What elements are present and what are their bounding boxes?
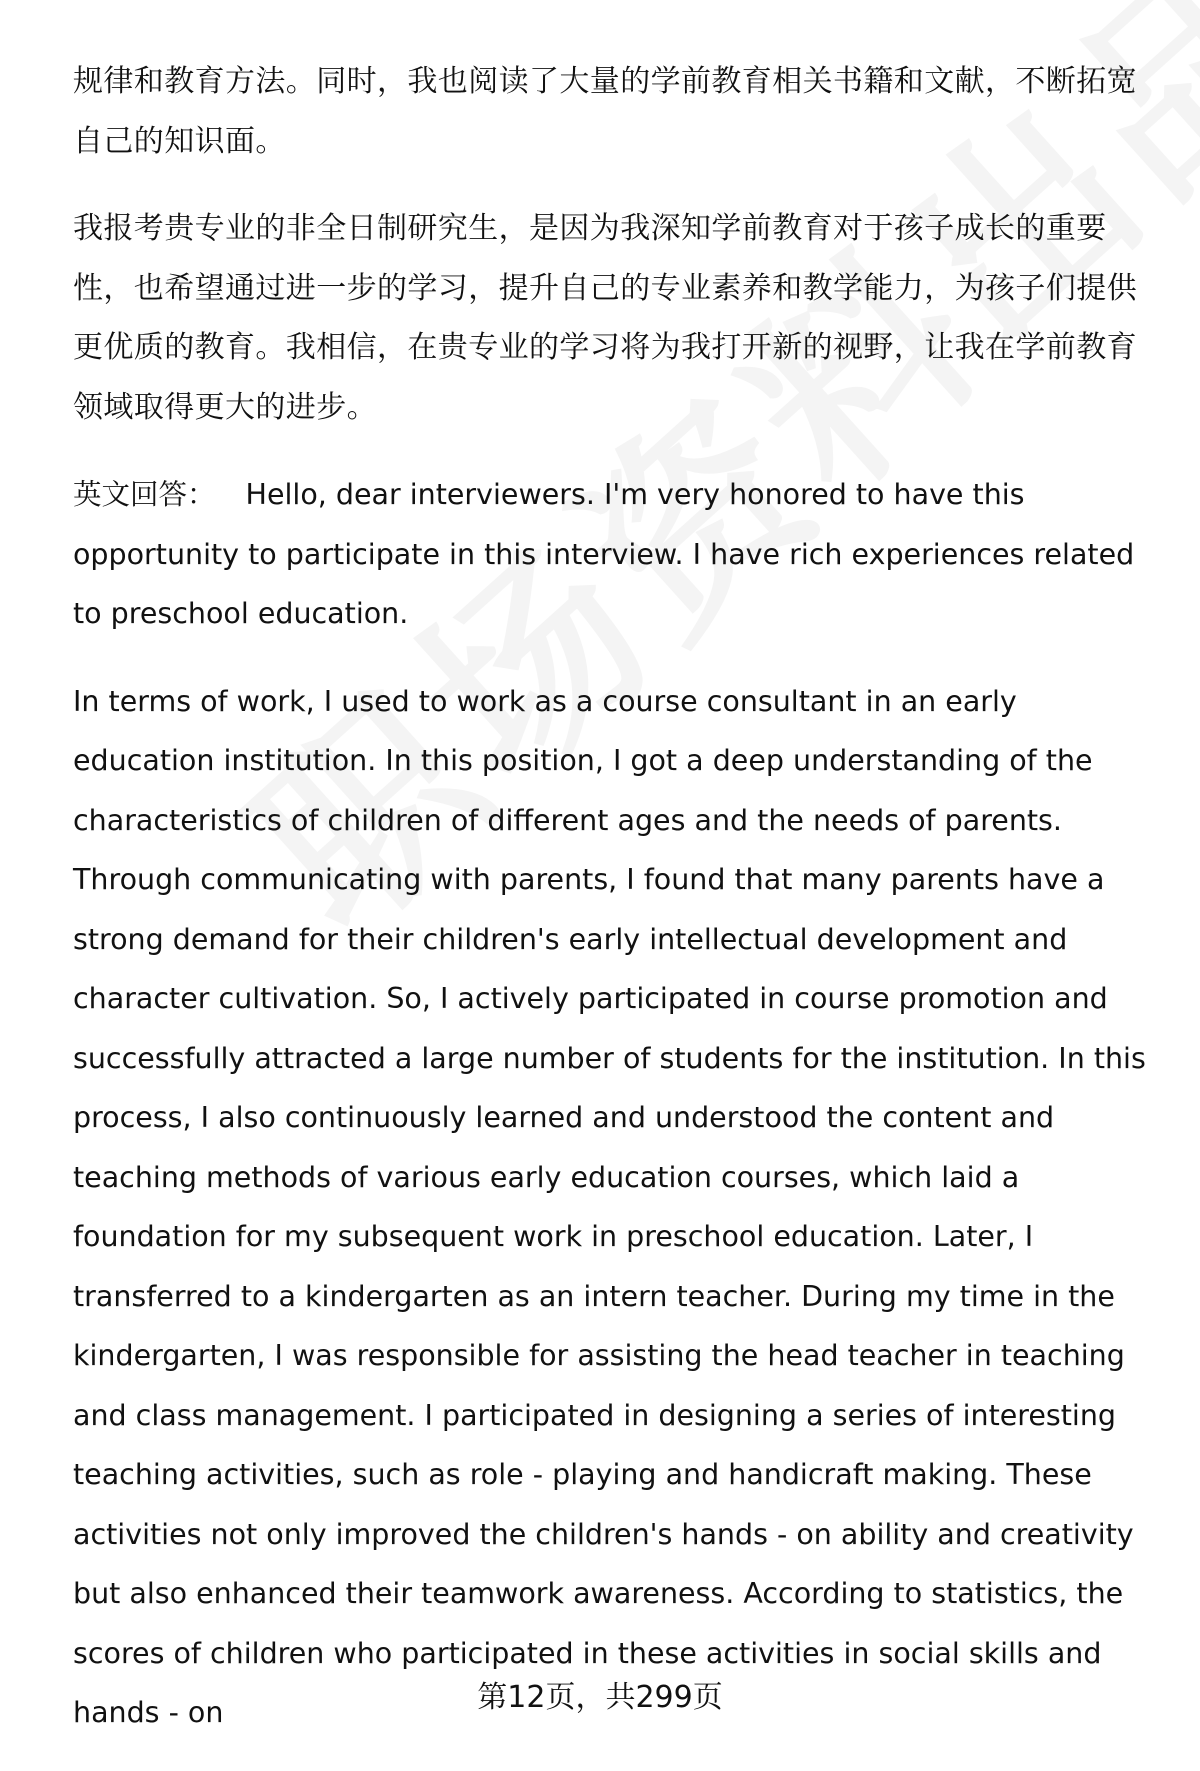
paragraph-cn-reason: 我报考贵专业的非全日制研究生，是因为我深知学前教育对于孩子成长的重要性，也希望通过进一步的学习，提升自己的专业素养和教学能力，为孩子们提供更优质的教育。我相信，在贵专业的学习将为我打开新的视野，让我在学前教育领域取得更大的进步。 [73,211,1137,425]
paragraph-cn-intro-end: 规律和教育方法。同时，我也阅读了大量的学前教育相关书籍和文献，不断拓宽自己的知识面。 [73,64,1137,159]
document-page [73,52,1163,1771]
paragraph-en-work: In terms of work, I used to work as a course consultant in an early education institution. In this position, I got a deep understanding of the characteristics of children of different ages and the needs of parents. Through communicating with parents, I found that many parents have a strong demand for their children's early intellectual development and character cultivation. So, I actively participated in course promotion and successfully attracted a large number of students for the institution. In this process, I also continuously learned and understood the content and teaching methods of various early education courses, which laid a foundation for my subsequent work in preschool education. Later, I transferred to a kindergarten as an intern teacher. During my time in the kindergarten, I was responsible for assisting the head teacher in teaching and class management. I participated in designing a series of interesting teaching activities, such as role - playing and handicraft making. These activities not only improved the children's hands - on ability and creativity but also enhanced their teamwork awareness. According to statistics, the scores of children who participated in these activities in social skills and hands - on [73,684,1146,1729]
page-number-footer: 第12页，共299页 [477,1680,723,1715]
english-intro-text: Hello, dear interviewers. I'm very honored to have this opportunity to participate in this interview. I have rich experiences related to preschool education. [73,478,1135,630]
english-answer-label: 英文回答： [73,478,216,511]
paragraph-en-intro [73,465,1163,644]
